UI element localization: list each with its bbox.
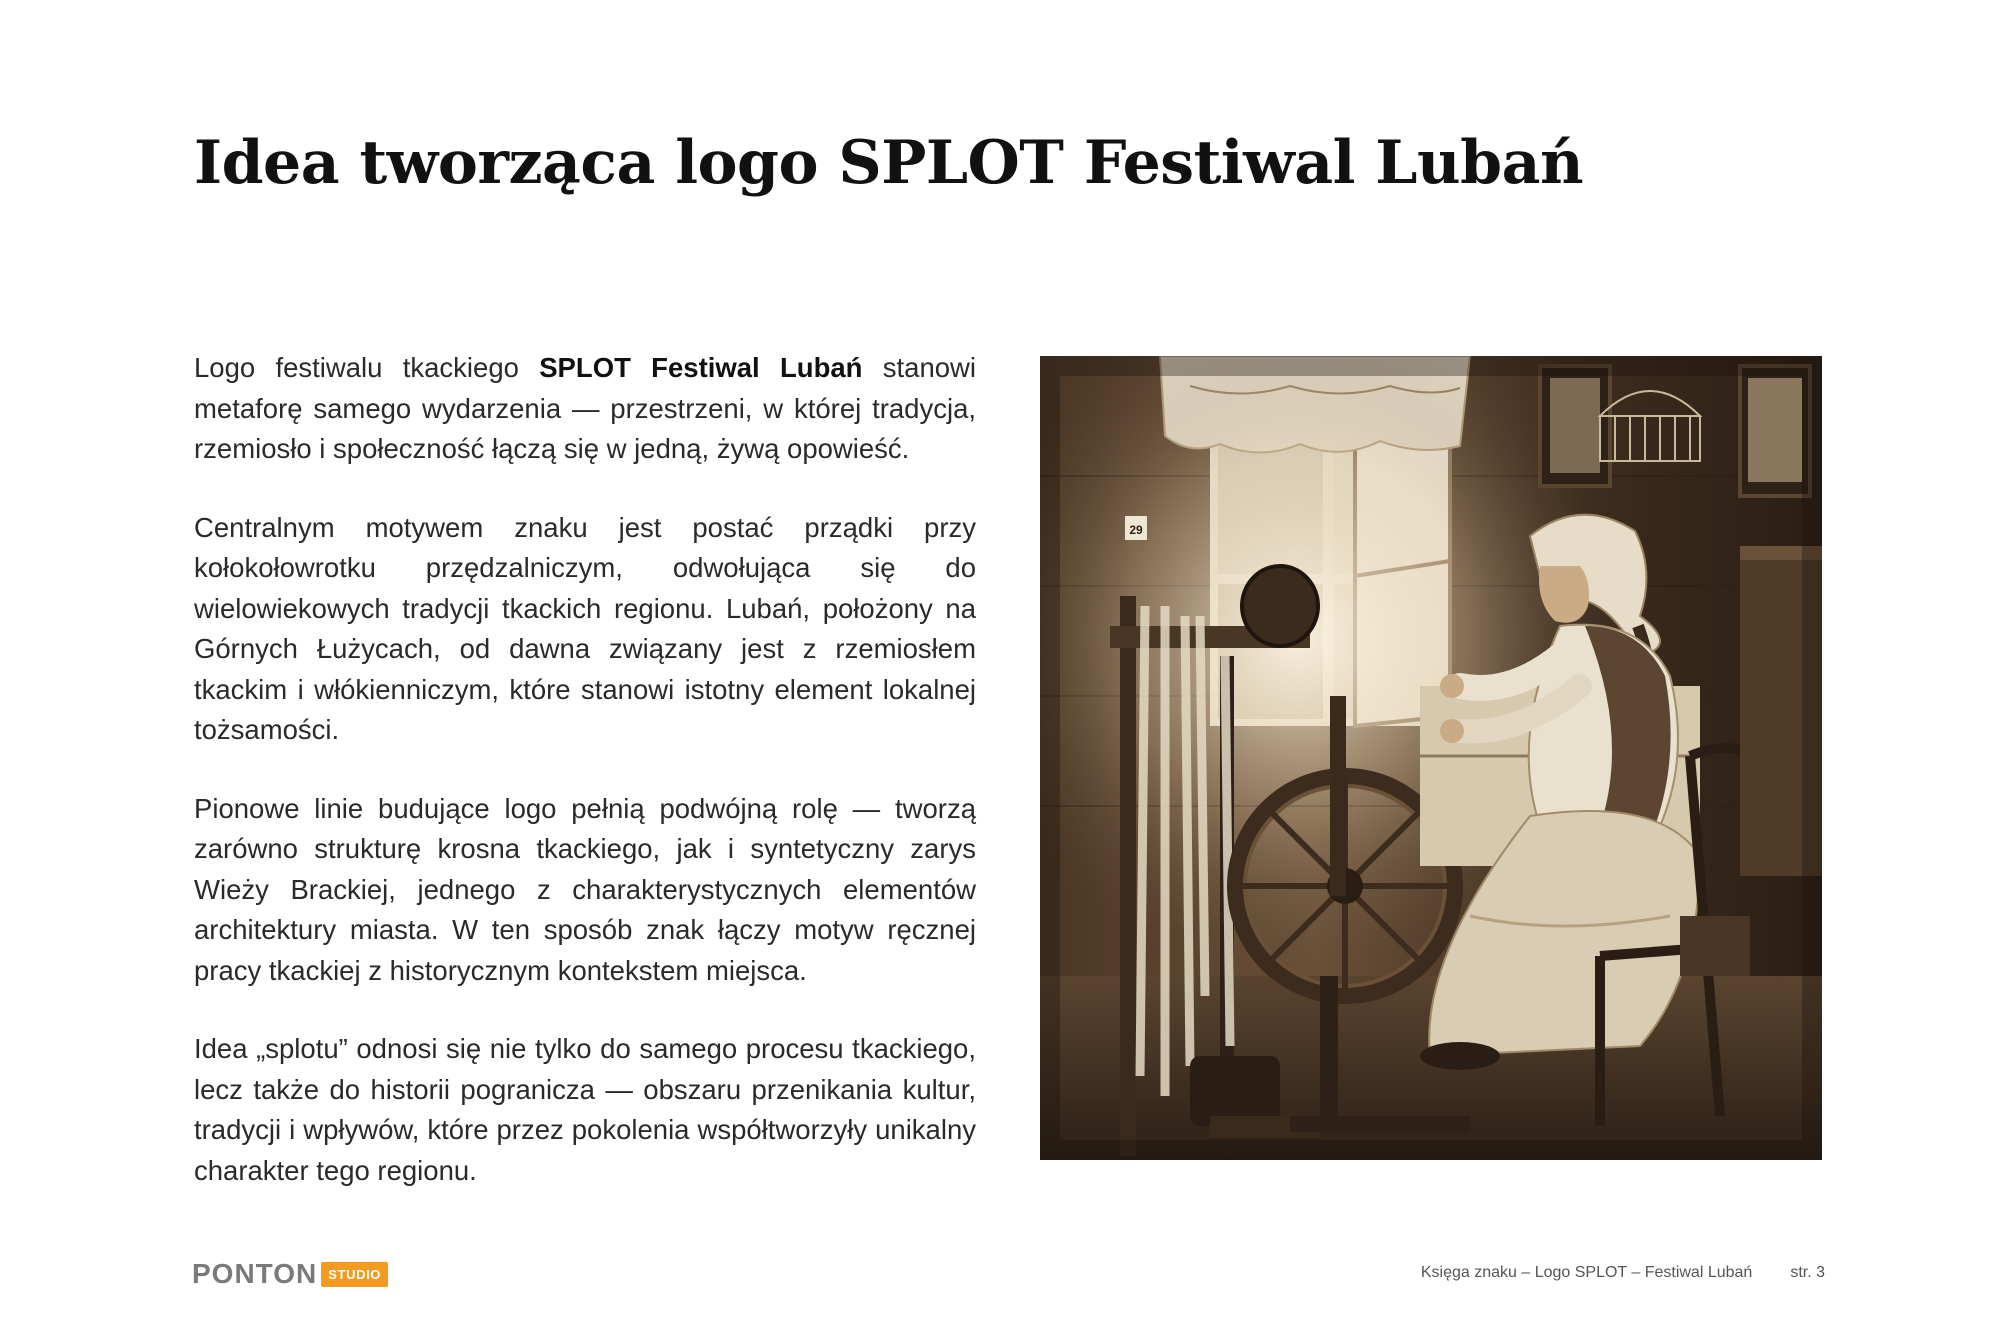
body-text (194, 348, 976, 1229)
photo-calendar-number: 29 (1129, 523, 1143, 537)
logo-studio-badge: STUDIO (321, 1262, 388, 1287)
paragraph-4: Idea „splotu” odnosi się nie tylko do samego procesu tkackiego, lecz także do historii pogranicza — obszaru przenikania kultur, tradycji i wpływów, które przez pokolenia współtworzyły unikalny charakter tego regionu. (194, 1033, 976, 1186)
paragraph-1-end: stanowi metaforę samego wydarzenia — przestrzeni, w której tradycja, rzemiosło i społeczność łączą się w jedną, żywą opowieść. (194, 352, 976, 464)
paragraph-1-bold-brand: SPLOT Festiwal Lubań (539, 352, 863, 383)
photo-illustration (1040, 356, 1822, 1160)
footer-info (1421, 1264, 1825, 1282)
paragraph-1 (194, 348, 976, 470)
paragraph-1-start: Logo festiwalu tkackiego (194, 352, 540, 383)
ponton-studio-logo (192, 1259, 388, 1289)
logo-wordmark: PONTON (192, 1258, 318, 1289)
footer-document-title: Księga znaku – Logo SPLOT – Festiwal Lubań (1420, 1264, 1753, 1281)
page-title: Idea tworząca logo SPLOT Festiwal Lubań (194, 128, 1584, 198)
footer-page-number: str. 3 (1790, 1264, 1825, 1281)
paragraph-2: Centralnym motywem znaku jest postać prządki przy kołokołowrotku przędzalniczym, odwołująca się do wielowiekowych tradycji tkackich regionu. Lubań, położony na Górnych Łużycach, od dawna związany jest z rzemiosłem tkackim i włókienniczym, które stanowi istotny element lokalnej tożsamości. (194, 511, 976, 745)
spinning-woman-photo (1040, 356, 1822, 1160)
paragraph-3: Pionowe linie budujące logo pełnią podwójną rolę — tworzą zarówno strukturę krosna tkackiego, jak i syntetyczny zarys Wieży Brackiej, jednego z charakterystycznych elementów architektury miasta. W ten sposób znak łączy motyw ręcznej pracy tkackiej z historycznym kontekstem miejsca. (194, 792, 976, 986)
